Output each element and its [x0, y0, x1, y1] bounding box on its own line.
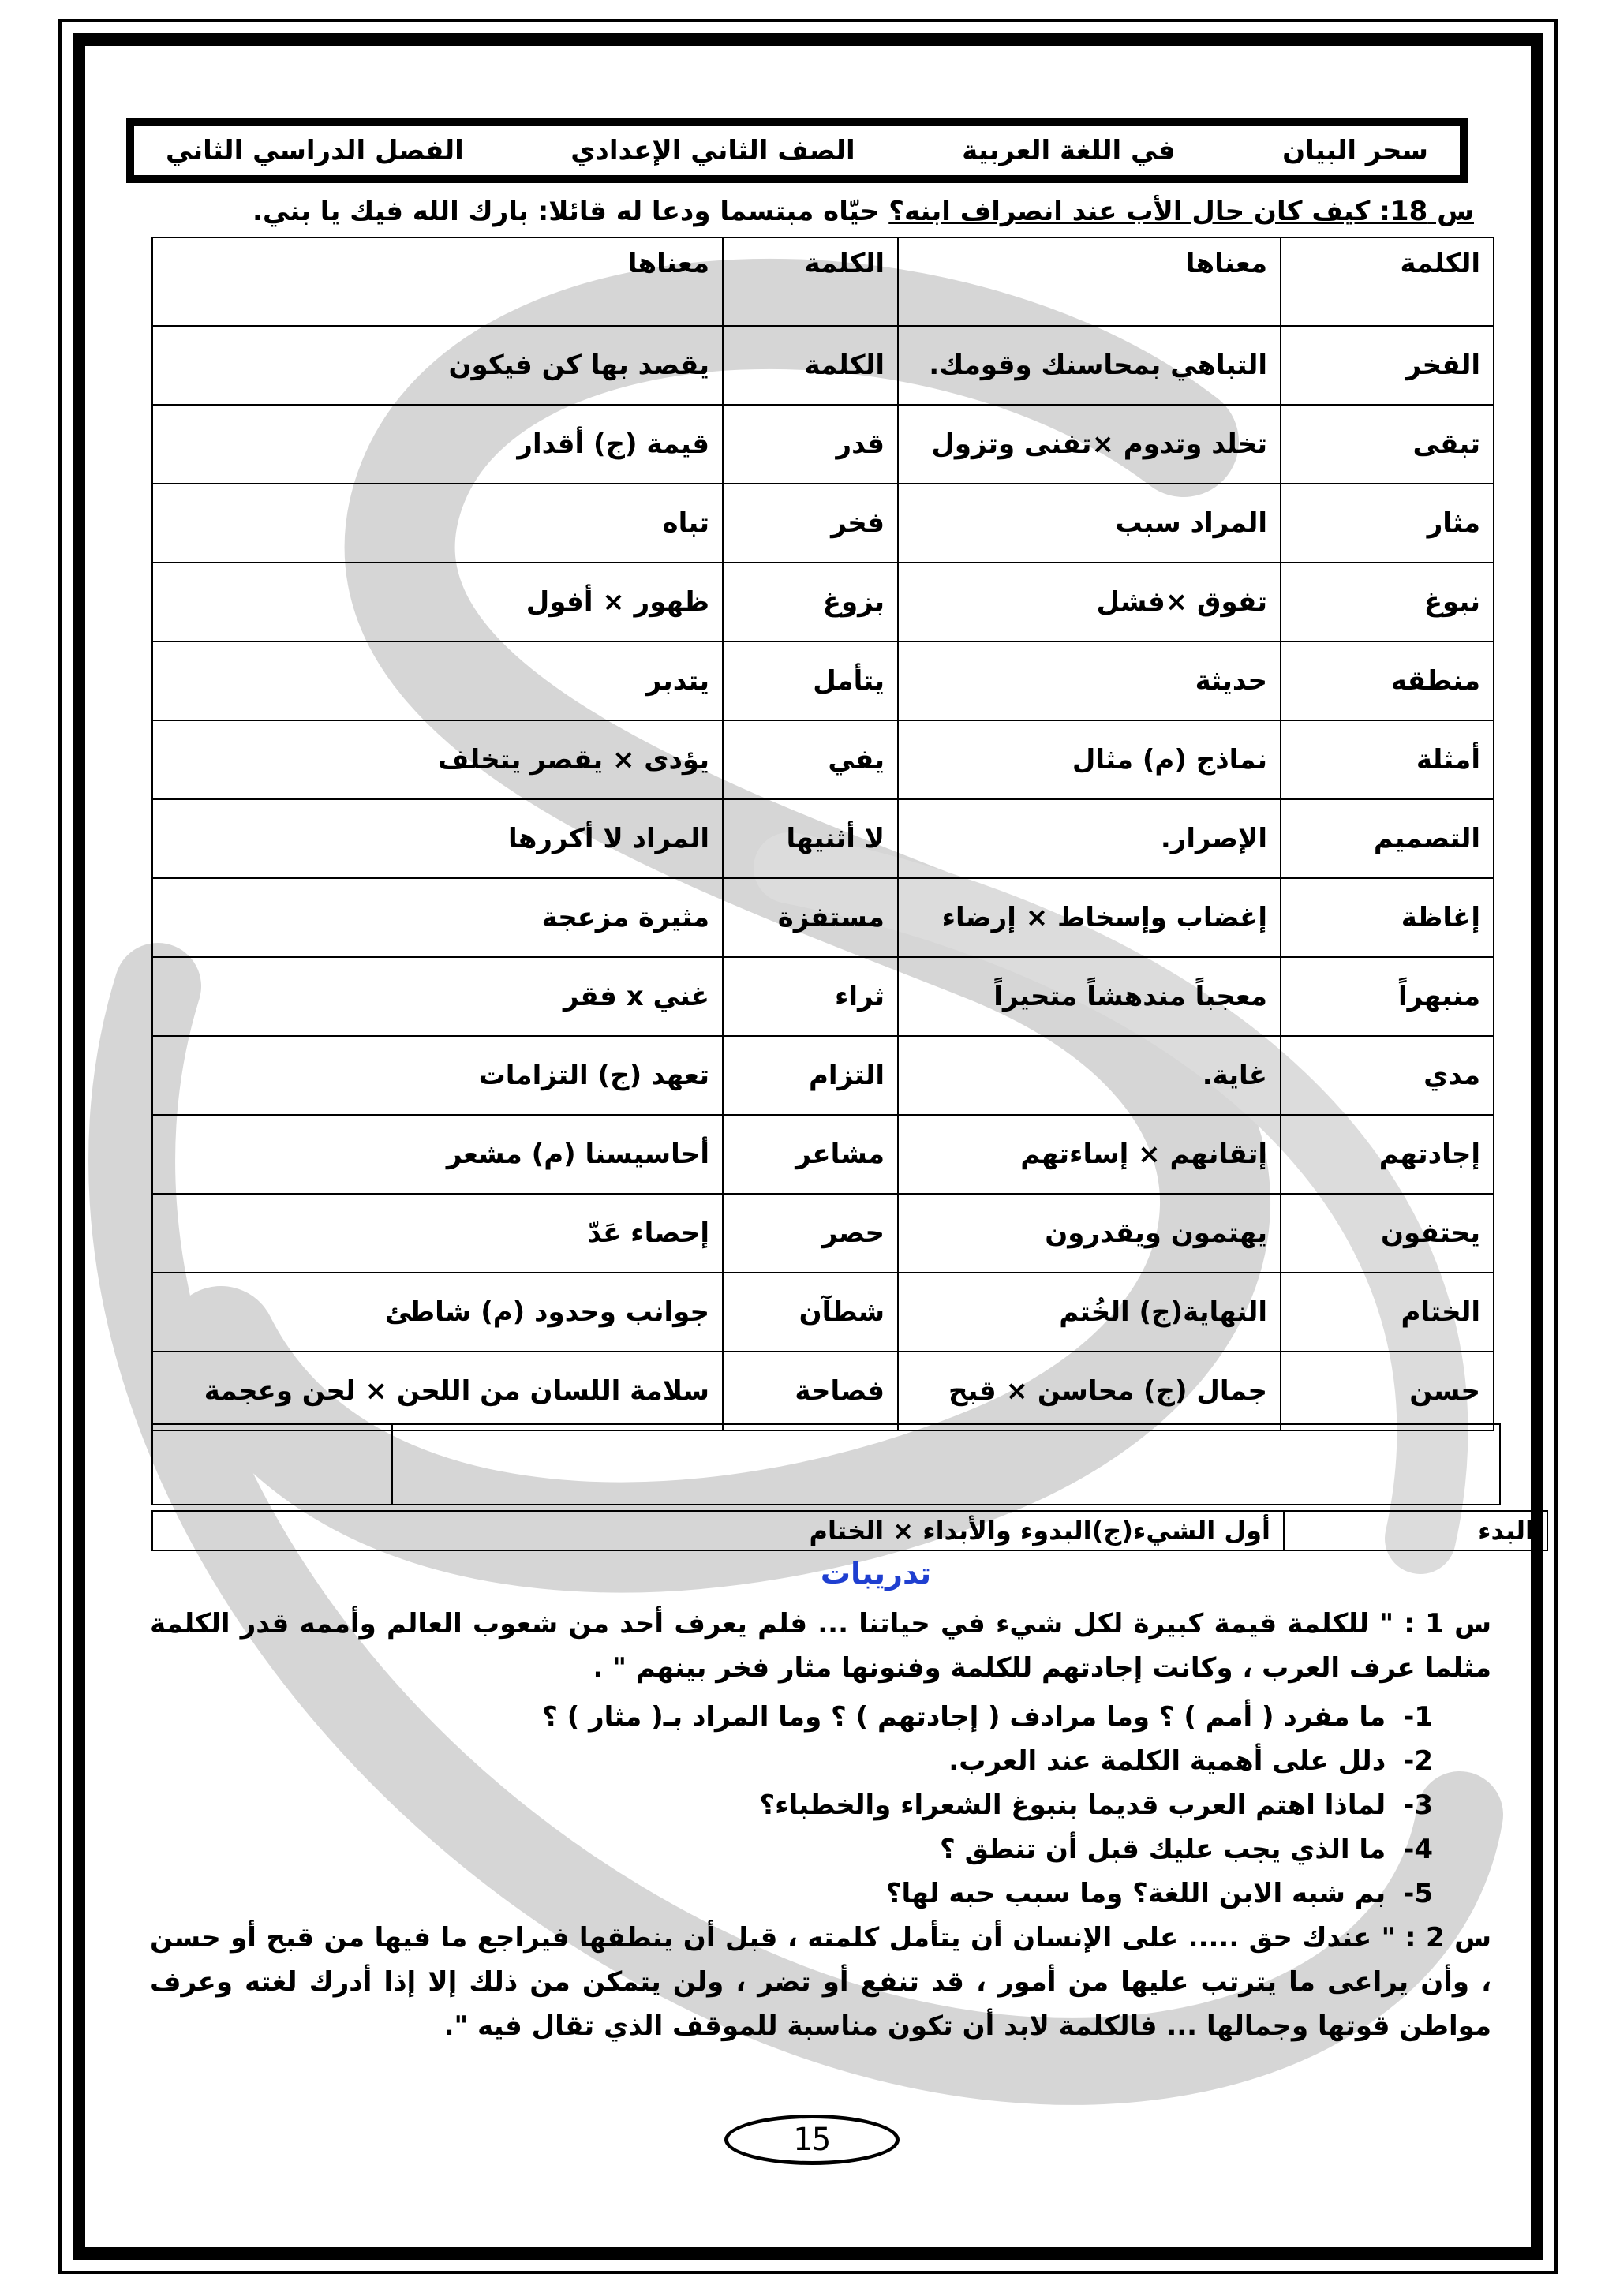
vocab-word: حصر — [723, 1194, 898, 1273]
term-label: الفصل الدراسي الثاني — [166, 135, 464, 166]
vocab-word: التزام — [723, 1036, 898, 1115]
item-text: ما الذي يجب عليك قبل أن تنطق ؟ — [940, 1834, 1386, 1865]
vocab-meaning: غاية. — [898, 1036, 1281, 1115]
vocab-meaning: يتدبر — [152, 641, 723, 720]
vocab-meaning: النهاية(ج) الخُتم — [898, 1273, 1281, 1352]
vocab-word: منطقه — [1281, 641, 1494, 720]
vocab-word: مدي — [1281, 1036, 1494, 1115]
question-18-answer: حيّاه مبتسما ودعا له قائلا: بارك الله فيك يا بني. — [252, 196, 889, 227]
table-row — [152, 1115, 1494, 1194]
table-row — [152, 957, 1494, 1036]
vocab-word: شطآن — [723, 1273, 898, 1352]
table-row — [152, 878, 1494, 957]
vocab-meaning: جمال (ج) محاسن × قبح — [898, 1352, 1281, 1430]
question-1-list — [542, 1695, 1433, 1916]
header-word: الكلمة — [723, 237, 898, 326]
vocabulary-table — [152, 237, 1494, 1431]
vocabulary-header-row — [152, 237, 1494, 326]
page-header — [126, 118, 1468, 183]
vocab-word: مشاعر — [723, 1115, 898, 1194]
vocab-meaning: يقصد بها كن فيكون — [152, 326, 723, 405]
table-row — [152, 720, 1494, 799]
vocab-meaning: إحصاء عَدّ — [152, 1194, 723, 1273]
vocab-meaning: حديثة — [898, 641, 1281, 720]
vocab-word: ثراء — [723, 957, 898, 1036]
vocab-word: التصميم — [1281, 799, 1494, 878]
vocab-word: منبهراً — [1281, 957, 1494, 1036]
table-row — [152, 405, 1494, 484]
vocab-meaning: ظهور × أفول — [152, 563, 723, 641]
vocab-meaning: تباه — [152, 484, 723, 563]
question-2-text: س 2 : " عندك حق ..... على الإنسان أن يتأمل كلمته ، قبل أن ينطقها فيراجع ما فيها من قبح أو حسن ، وأن يراعى ما يترتب عليها من أمور ، قد تنفع أو تضر ، ولن يتمكن من ذلك إلا إذا أدرك لغته وعرف مواطن قوتها وجمالها ... فالكلمة لابد أن تكون مناسبة للموقف الذي تقال فيه ". — [150, 1922, 1491, 2042]
question-18-label: س 18: كيف كان حال الأب عند انصراف ابنه؟ — [888, 196, 1474, 227]
exercises-title: تدريبات — [820, 1556, 932, 1591]
table-row — [152, 1036, 1494, 1115]
vocab-meaning: سلامة اللسان من اللحن × لحن وعجمة — [152, 1352, 723, 1430]
vocab-word: إغاظة — [1281, 878, 1494, 957]
list-item — [542, 1783, 1433, 1827]
table-row — [152, 1352, 1494, 1430]
vocab-word: نبوغ — [1281, 563, 1494, 641]
vocab-meaning: المراد سبب — [898, 484, 1281, 563]
item-number: 1- — [1403, 1701, 1433, 1733]
vocab-word: أمثلة — [1281, 720, 1494, 799]
vocab-meaning: تخلد وتدوم ×تفنى وتزول — [898, 405, 1281, 484]
vocab-word: يفي — [723, 720, 898, 799]
vocab-word: فخر — [723, 484, 898, 563]
item-number: 4- — [1403, 1834, 1433, 1865]
question-18 — [133, 196, 1474, 227]
subject-label: في اللغة العربية — [962, 135, 1176, 166]
item-text: بم شبه الابن اللغة؟ وما سبب حبه لها؟ — [885, 1878, 1386, 1909]
page-number: 15 — [724, 2115, 900, 2165]
vocab-meaning: يهتمون ويقدرون — [898, 1194, 1281, 1273]
vocab-meaning: قيمة (ج) أقدار — [152, 405, 723, 484]
empty-table-row — [152, 1423, 1501, 1505]
header-meaning: معناها — [898, 237, 1281, 326]
list-item — [542, 1827, 1433, 1872]
vocab-meaning: جوانب وحدود (م) شاطئ — [152, 1273, 723, 1352]
vocab-meaning: إغضاب وإسخاط × إرضاء — [898, 878, 1281, 957]
grade-label: الصف الثاني الإعدادي — [570, 135, 855, 166]
vocab-word: يتأمل — [723, 641, 898, 720]
item-number: 5- — [1403, 1878, 1433, 1909]
question-1-text: س 1 : " للكلمة قيمة كبيرة لكل شيء في حياتنا ... فلم يعرف أحد من شعوب العالم وأممه قدر الكلمة مثلما عرف العرب ، وكانت إجادتهم للكلمة وفنونها مثار فخر بينهم " . — [150, 1608, 1491, 1684]
item-text: ما مفرد ( أمم ) ؟ وما مرادف ( إجادتهم ) ؟ وما المراد بـ( مثار ) ؟ — [542, 1701, 1386, 1733]
vocab-meaning: غني x فقر — [152, 957, 723, 1036]
bad-word-meaning: أول الشيء(ج)البدوء والأبداء × الختام — [152, 1511, 1284, 1550]
vocab-meaning: تعهد (ج) التزامات — [152, 1036, 723, 1115]
vocab-meaning: إتقانهم × إساءتهم — [898, 1115, 1281, 1194]
vocab-word: فصاحة — [723, 1352, 898, 1430]
vocab-word: لا أثنيها — [723, 799, 898, 878]
table-row — [152, 1273, 1494, 1352]
vocab-meaning: نماذج (م) مثال — [898, 720, 1281, 799]
bad-word: البدء — [1284, 1511, 1547, 1550]
vocab-meaning: التباهي بمحاسنك وقومك. — [898, 326, 1281, 405]
vocab-word: بزوغ — [723, 563, 898, 641]
header-word: الكلمة — [1281, 237, 1494, 326]
vocab-word: إجادتهم — [1281, 1115, 1494, 1194]
list-item — [542, 1872, 1433, 1916]
vocab-word: حسن — [1281, 1352, 1494, 1430]
vocab-word: مثار — [1281, 484, 1494, 563]
vocab-meaning: تفوق ×فشل — [898, 563, 1281, 641]
empty-cell — [392, 1424, 1500, 1505]
book-title: سحر البيان — [1282, 135, 1428, 166]
vocab-word: يحتفون — [1281, 1194, 1494, 1273]
vocab-word: الختام — [1281, 1273, 1494, 1352]
vocab-meaning: المراد لا أكررها — [152, 799, 723, 878]
item-text: لماذا اهتم العرب قديما بنبوغ الشعراء والخطباء؟ — [759, 1789, 1386, 1821]
table-row — [152, 484, 1494, 563]
vocab-word: مستفزة — [723, 878, 898, 957]
vocab-word: قدر — [723, 405, 898, 484]
vocab-word: الفخر — [1281, 326, 1494, 405]
vocab-meaning: يؤدى × يقصر يتخلف — [152, 720, 723, 799]
table-row — [152, 641, 1494, 720]
item-text: دلل على أهمية الكلمة عند العرب. — [948, 1745, 1386, 1777]
item-number: 2- — [1403, 1745, 1433, 1777]
list-item — [542, 1739, 1433, 1783]
vocab-word: الكلمة — [723, 326, 898, 405]
vocab-word: تبقى — [1281, 405, 1494, 484]
table-row — [152, 326, 1494, 405]
vocab-meaning: مثيرة مزعجة — [152, 878, 723, 957]
vocab-meaning: الإصرار. — [898, 799, 1281, 878]
header-meaning: معناها — [152, 237, 723, 326]
list-item — [542, 1695, 1433, 1739]
vocab-meaning: أحاسيسنا (م) مشعر — [152, 1115, 723, 1194]
vocab-meaning: معجباً مندهشاً متحيراً — [898, 957, 1281, 1036]
item-number: 3- — [1403, 1789, 1433, 1821]
table-row — [152, 799, 1494, 878]
table-row — [152, 563, 1494, 641]
bad-word-table — [152, 1510, 1548, 1551]
empty-cell — [152, 1424, 392, 1505]
table-row — [152, 1194, 1494, 1273]
